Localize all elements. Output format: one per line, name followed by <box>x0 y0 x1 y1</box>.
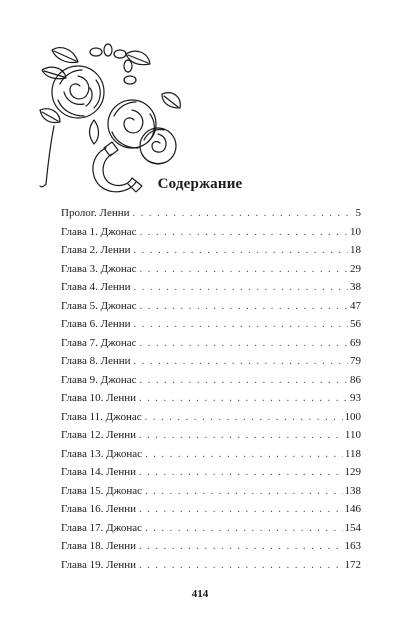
dot-leader <box>145 412 343 423</box>
page-number: 414 <box>191 588 209 600</box>
toc-entry <box>61 540 361 559</box>
toc-entry <box>61 244 361 263</box>
toc-entry-label: Глава 3. Джонас <box>61 262 137 275</box>
toc-entry-page: 129 <box>344 466 361 478</box>
toc-entry-page: 172 <box>344 558 361 571</box>
dot-leader <box>140 264 348 275</box>
toc-entry <box>61 263 361 282</box>
toc-entry-label: Глава 18. Ленни <box>61 540 137 552</box>
dot-leader <box>139 560 342 571</box>
dot-leader <box>134 245 348 256</box>
toc-entry <box>61 281 361 300</box>
toc-entry-page: 10 <box>350 225 361 238</box>
toc-entry-label: Глава 16. Ленни <box>61 503 137 515</box>
toc-entry-page: 29 <box>350 262 361 275</box>
toc-entry-label: Глава 11. Джонас <box>61 410 142 423</box>
toc-entry <box>61 300 361 319</box>
toc-entry <box>61 466 361 485</box>
toc-entry-label: Глава 6. Ленни <box>61 318 131 330</box>
dot-leader <box>139 430 343 441</box>
toc-entry <box>61 411 361 430</box>
toc-entry-label: Глава 19. Ленни <box>61 558 137 571</box>
toc-entry-label: Глава 12. Ленни <box>61 429 137 441</box>
toc-entry-label: Глава 4. Ленни <box>61 281 131 293</box>
toc-entry <box>61 485 361 504</box>
toc-entry-label: Глава 7. Джонас <box>61 336 137 349</box>
toc-entry-label: Глава 14. Ленни <box>61 466 137 478</box>
toc-entry-page: 138 <box>344 484 361 497</box>
toc-entry-label: Глава 5. Джонас <box>61 299 137 312</box>
toc-entry-label: Глава 2. Ленни <box>61 244 131 256</box>
toc-entry <box>61 559 361 578</box>
toc-entry-page: 86 <box>350 373 361 386</box>
toc-entry <box>61 337 361 356</box>
toc-entry-page: 110 <box>344 429 361 441</box>
toc-entry-label: Глава 9. Джонас <box>61 373 137 386</box>
dot-leader <box>139 467 342 478</box>
page-title: Содержание <box>157 176 243 192</box>
toc-entry <box>61 448 361 467</box>
dot-leader <box>140 375 348 386</box>
dot-leader <box>139 393 348 404</box>
toc-entry-page: 154 <box>344 521 361 534</box>
roses-handcuffs-illustration <box>34 36 184 196</box>
toc-entry-page: 38 <box>350 281 361 293</box>
toc-entry-page: 100 <box>344 410 361 423</box>
dot-leader <box>139 504 342 515</box>
dot-leader <box>133 208 354 219</box>
toc-entry-label: Глава 13. Джонас <box>61 447 143 460</box>
toc-entry-page: 79 <box>350 355 361 367</box>
toc-entry-label: Глава 15. Джонас <box>61 484 143 497</box>
toc-entry-label: Глава 17. Джонас <box>61 521 143 534</box>
toc-entry <box>61 522 361 541</box>
toc-entry-page: 69 <box>350 336 361 349</box>
table-of-contents <box>61 207 361 577</box>
toc-entry-label: Глава 8. Ленни <box>61 355 131 367</box>
dot-leader <box>134 319 348 330</box>
toc-entry <box>61 503 361 522</box>
toc-entry-page: 118 <box>344 447 361 460</box>
toc-entry <box>61 392 361 411</box>
toc-entry-page: 163 <box>344 540 361 552</box>
toc-entry <box>61 374 361 393</box>
toc-entry-page: 18 <box>350 244 361 256</box>
toc-entry-label: Глава 10. Ленни <box>61 392 137 404</box>
toc-entry-page: 93 <box>350 392 361 404</box>
dot-leader <box>145 523 342 534</box>
toc-entry <box>61 226 361 245</box>
toc-entry <box>61 318 361 337</box>
dot-leader <box>145 486 342 497</box>
toc-entry-page: 146 <box>344 503 361 515</box>
toc-entry-page: 47 <box>350 299 361 312</box>
dot-leader <box>139 541 342 552</box>
toc-entry-label: Пролог. Ленни <box>61 207 130 219</box>
toc-entry-label: Глава 1. Джонас <box>61 225 137 238</box>
toc-entry-page: 5 <box>355 207 361 219</box>
dot-leader <box>145 449 343 460</box>
dot-leader <box>134 282 348 293</box>
dot-leader <box>140 338 348 349</box>
toc-entry <box>61 355 361 374</box>
toc-entry <box>61 429 361 448</box>
dot-leader <box>134 356 348 367</box>
toc-entry <box>61 207 361 226</box>
toc-entry-page: 56 <box>350 318 361 330</box>
dot-leader <box>140 301 348 312</box>
dot-leader <box>140 227 348 238</box>
